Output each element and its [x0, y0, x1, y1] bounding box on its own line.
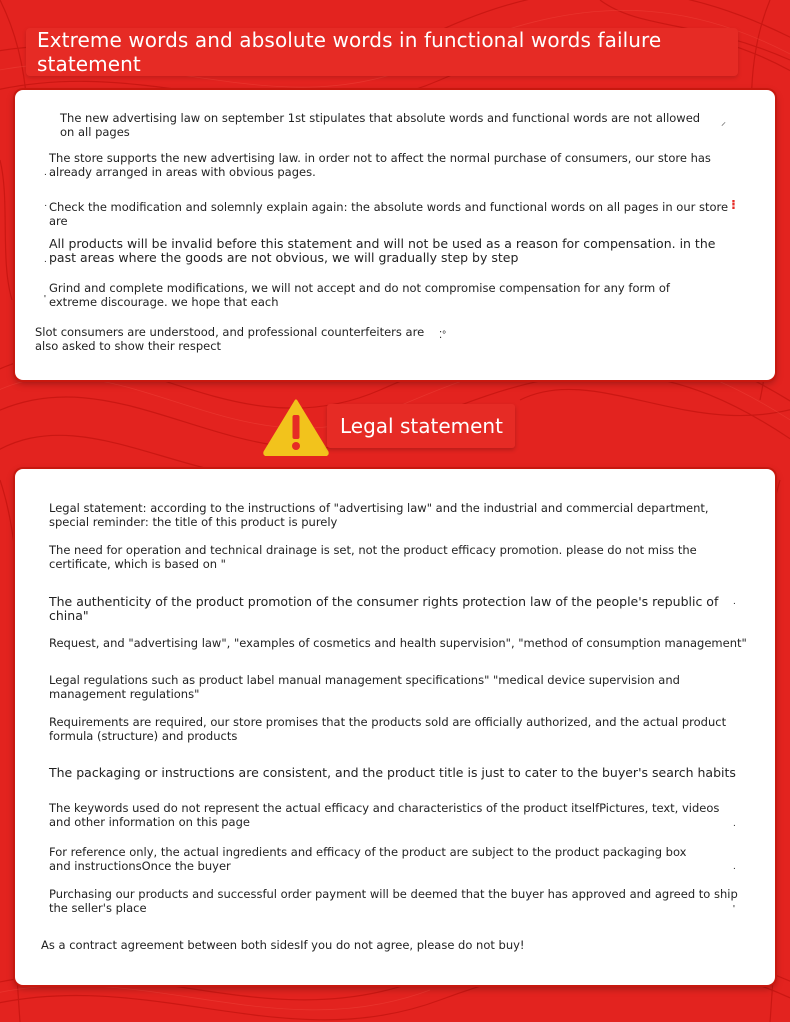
legal-line-5: Legal regulations such as product label manual management specifications" "medical device supervision and management regulations"	[49, 673, 680, 701]
legal-line-4: Request, and "advertising law", "examples of cosmetics and health supervision", "method of consumption management"	[49, 636, 747, 650]
legal-statement-title: Legal statement	[340, 414, 503, 438]
page-title: Extreme words and absolute words in functional words failure statement	[37, 28, 662, 76]
stray-dot: '	[44, 294, 46, 305]
warning-icon	[262, 398, 330, 456]
stray-dot: .	[733, 861, 736, 872]
red-stray-mark: ⁝	[731, 197, 736, 212]
stray-dot: .	[44, 167, 47, 178]
legal-line-1: Legal statement: according to the instructions of "advertising law" and the industrial and commercial department, special reminder: the title of this product is purely	[49, 501, 709, 529]
legal-line-9: For reference only, the actual ingredients and efficacy of the product are subject to the product packaging box and instructionsOnce the buyer	[49, 845, 687, 873]
statement-line-2: The store supports the new advertising law. in order not to affect the normal purchase of consumers, our store has already arranged in areas with obvious pages.	[49, 151, 711, 179]
legal-line-2: The need for operation and technical drainage is set, not the product efficacy promotion. please do not miss the certificate, which is based on "	[49, 543, 697, 571]
stray-dot: '	[733, 904, 735, 915]
title-banner	[26, 28, 738, 76]
legal-line-11: As a contract agreement between both sidesIf you do not agree, please do not buy!	[41, 938, 525, 952]
stray-mark: ⸝	[721, 117, 726, 128]
legal-line-7: The packaging or instructions are consistent, and the product title is just to cater to the buyer's search habits	[49, 765, 736, 780]
stray-mark: ⁚°	[439, 330, 447, 341]
legal-heading	[262, 395, 542, 457]
statement-line-5: Grind and complete modifications, we will not accept and do not compromise compensation for any form of extreme discourage. we hope that each	[49, 281, 670, 309]
statement-line-6: Slot consumers are understood, and professional counterfeiters are also asked to show their respect	[35, 325, 425, 353]
legal-line-3: The authenticity of the product promotion of the consumer rights protection law of the people's republic of china"	[49, 594, 719, 623]
stray-dot: .	[733, 818, 736, 829]
stray-dot: ·	[44, 200, 48, 211]
statement-line-3: Check the modification and solemnly explain again: the absolute words and functional words on all pages in our store are	[49, 200, 729, 228]
legal-statement-banner	[327, 404, 515, 448]
legal-line-6: Requirements are required, our store promises that the products sold are officially authorized, and the actual product formula (structure) and products	[49, 715, 727, 743]
statement-card	[15, 90, 775, 380]
stray-dot: .	[44, 254, 47, 265]
stray-dot: .	[733, 596, 736, 607]
legal-line-10: Purchasing our products and successful order payment will be deemed that the buyer has approved and agreed to ship the seller's place	[49, 887, 738, 915]
legal-line-8: The keywords used do not represent the actual efficacy and characteristics of the product itselfPictures, text, videos and other information on this page	[49, 801, 720, 829]
statement-line-4: All products will be invalid before this statement and will not be used as a reason for compensation. in the past areas where the goods are not obvious, we will gradually step by step	[49, 236, 716, 265]
statement-line-1: The new advertising law on september 1st stipulates that absolute words and functional words are not allowed on all pages	[60, 111, 701, 139]
legal-card	[15, 469, 775, 985]
